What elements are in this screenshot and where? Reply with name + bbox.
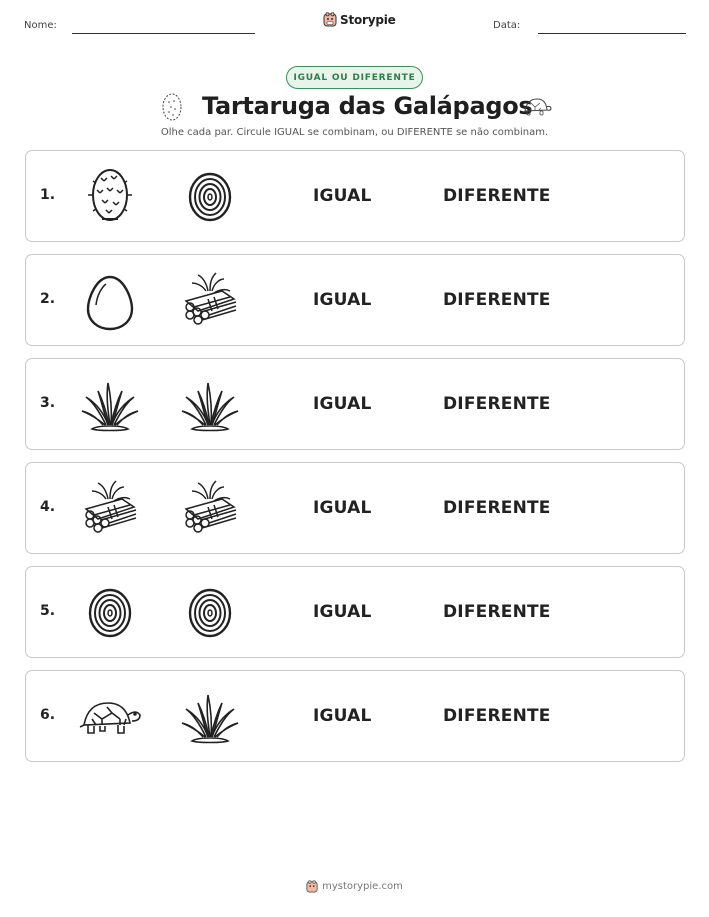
- tortoise-icon: [521, 95, 553, 117]
- row-number: 3.: [40, 395, 56, 411]
- cactus-icon: [160, 92, 184, 122]
- row-number: 5.: [40, 603, 56, 619]
- date-label: Data:: [493, 20, 521, 31]
- option-different[interactable]: DIFERENTE: [443, 290, 551, 310]
- exercise-row: [25, 670, 685, 762]
- brand-logo: [323, 12, 396, 27]
- row-number: 2.: [40, 291, 56, 307]
- worksheet-type-badge: IGUAL OU DIFERENTE: [286, 66, 423, 89]
- target-icon: [178, 581, 242, 645]
- footer-url[interactable]: mystorypie.com: [322, 881, 403, 892]
- grass-tuft-icon: [178, 373, 242, 437]
- exercise-row: [25, 254, 685, 346]
- egg-icon: [78, 269, 142, 333]
- exercise-row: [25, 566, 685, 658]
- instructions: Olhe cada par. Circule IGUAL se combinam, ou DIFERENTE se não combinam.: [160, 127, 549, 138]
- row-number: 4.: [40, 499, 56, 515]
- grass-bundle-icon: [178, 477, 242, 541]
- row-number: 1.: [40, 187, 56, 203]
- storypie-mascot-icon: [306, 880, 318, 893]
- footer: [0, 880, 709, 893]
- row-number: 6.: [40, 707, 56, 723]
- option-same[interactable]: IGUAL: [313, 498, 372, 518]
- cactus-icon: [78, 165, 142, 229]
- target-icon: [178, 165, 242, 229]
- grass-bundle-icon: [78, 477, 142, 541]
- name-line[interactable]: [72, 33, 255, 34]
- option-different[interactable]: DIFERENTE: [443, 602, 551, 622]
- option-different[interactable]: DIFERENTE: [443, 498, 551, 518]
- exercise-row: [25, 150, 685, 242]
- grass-tuft-icon: [78, 373, 142, 437]
- option-different[interactable]: DIFERENTE: [443, 394, 551, 414]
- option-same[interactable]: IGUAL: [313, 394, 372, 414]
- option-same[interactable]: IGUAL: [313, 706, 372, 726]
- option-same[interactable]: IGUAL: [313, 290, 372, 310]
- date-line[interactable]: [538, 33, 686, 34]
- option-different[interactable]: DIFERENTE: [443, 706, 551, 726]
- option-same[interactable]: IGUAL: [313, 602, 372, 622]
- exercise-row: [25, 358, 685, 450]
- name-label: Nome:: [24, 20, 57, 31]
- grass-tuft-icon: [178, 685, 242, 749]
- exercise-row: [25, 462, 685, 554]
- target-icon: [78, 581, 142, 645]
- option-different[interactable]: DIFERENTE: [443, 186, 551, 206]
- option-same[interactable]: IGUAL: [313, 186, 372, 206]
- storypie-mascot-icon: [323, 12, 337, 27]
- grass-bundle-icon: [178, 269, 242, 333]
- tortoise-icon: [78, 685, 142, 749]
- page-title: Tartaruga das Galápagos: [202, 92, 533, 120]
- brand-name: Storypie: [340, 12, 396, 27]
